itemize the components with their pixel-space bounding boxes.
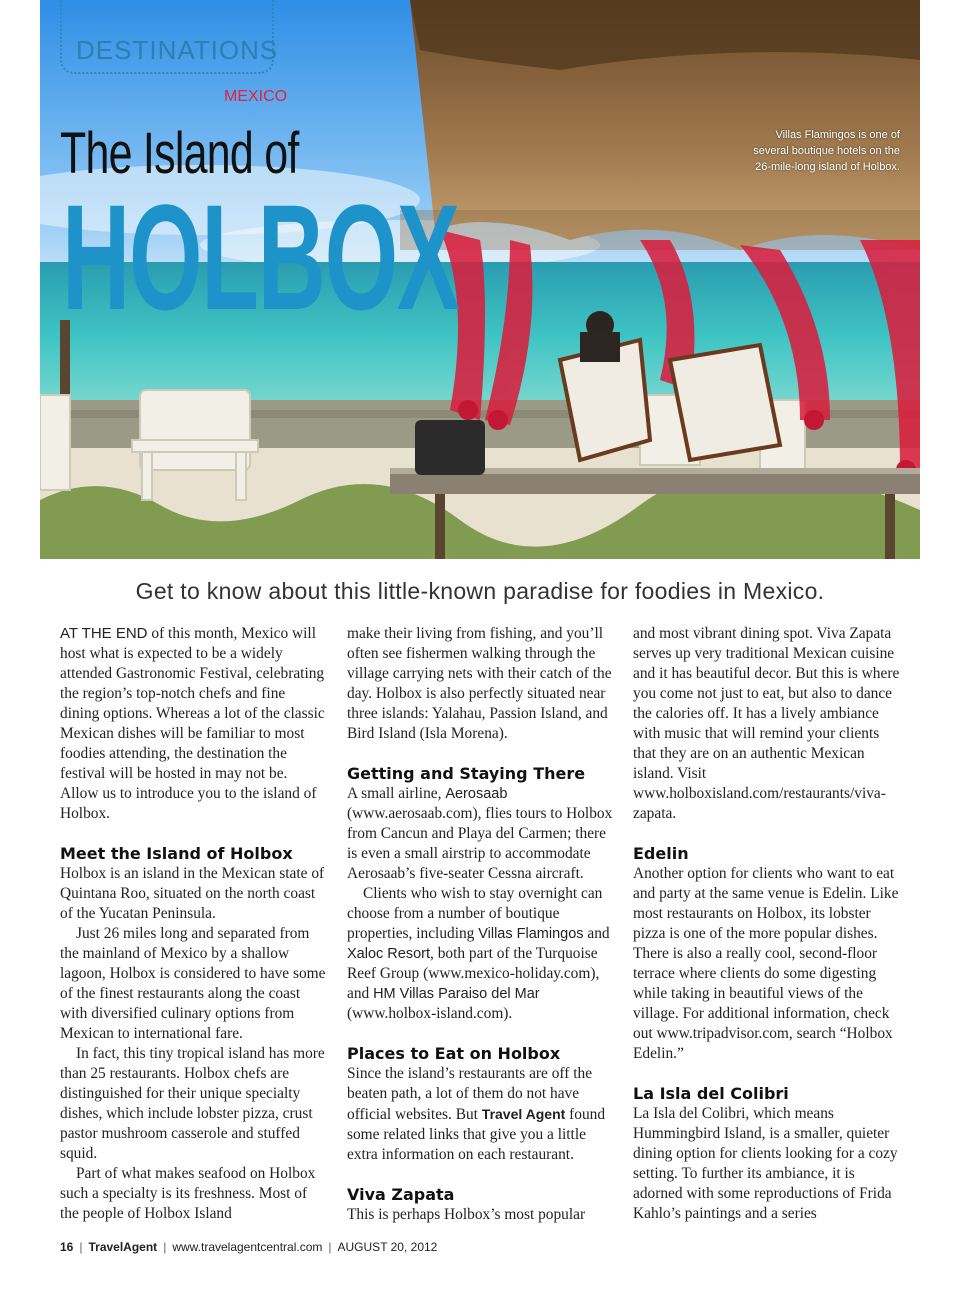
- paragraph: [347, 884, 615, 1024]
- text-run: (www.holbox-island.com).: [347, 1005, 513, 1022]
- heading-la-isla-del-colibri: La Isla del Colibri: [633, 1084, 789, 1103]
- heading-edelin: Edelin: [633, 844, 689, 863]
- paragraph: Holbox is an island in the Mexican state of Quintana Roo, situated on the north coast of the Yucatan Peninsula.: [60, 865, 325, 922]
- paragraph: [347, 784, 615, 884]
- airline-name: Aerosaab: [445, 786, 508, 802]
- text-run: , both part of the Turquoise Reef Group (www.mexico-holiday.com), and: [347, 945, 600, 1002]
- article-column-1: [60, 624, 328, 1224]
- magazine-name: Travel Agent: [481, 1106, 566, 1122]
- hotel-name: HM Villas Paraiso del Mar: [373, 986, 540, 1002]
- intro-text: of this month, Mexico will host what is expected to be a widely attended Gastronomic Festival, celebrating the region’s top-notch chefs and fine dining options. Whereas a lot of the classic Mexican dishes will be familiar to most foodies attending, the destination the festival will be hosted in may not be. Allow us to introduce you to the island of Holbox.: [60, 625, 325, 822]
- intro-paragraph: [60, 624, 328, 824]
- section-label: DESTINATIONS: [76, 35, 279, 65]
- hotel-name: Villas Flamingos: [478, 926, 584, 942]
- text-run: (www.aerosaab.com), flies tours to Holbox from Cancun and Playa del Carmen; there is even a small airstrip to accommodate Aerosaab’s five-seater Cessna aircraft.: [347, 805, 613, 882]
- paragraph: Just 26 miles long and separated from the mainland of Mexico by a shallow lagoon, Holbox is considered to have some of the finest restaurants along the coast with diversified culinary options from Mexican to international fare.: [60, 925, 326, 1042]
- intro-lead: AT THE END: [60, 625, 148, 642]
- page-number: 16: [60, 1240, 74, 1254]
- paragraph: Another option for clients who want to eat and party at the same venue is Edelin. Like most restaurants on Holbox, its lobster pizza is one of the more popular dishes. There is also a really cool, second-floor terrace where clients do some digesting while taking in beautiful views of the village. For additional information, check out www.tripadvisor.com, search “Holbox Edelin.”: [633, 865, 899, 1062]
- text-run: and: [583, 925, 610, 942]
- text-run: A small airline,: [347, 785, 446, 802]
- title-line-1: The Island of: [60, 121, 299, 186]
- footer-date: AUGUST 20, 2012: [337, 1240, 438, 1254]
- paragraph: make their living from fishing, and you’ll often see fishermen walking through the village carrying nets with their catch of the day. Holbox is also perfectly situated near three islands: Yalahau, Passion Island, and Bird Island (Isla Morena).: [347, 625, 612, 742]
- text-run: found some related links that give you a little extra information on each restaurant.: [347, 1106, 606, 1163]
- country-label: MEXICO: [224, 88, 288, 105]
- heading-meet-holbox: Meet the Island of Holbox: [60, 844, 293, 863]
- photo-caption: Villas Flamingos is one of several boutique hotels on the 26-mile-long island of Holbox.: [753, 129, 900, 173]
- heading-viva-zapata: Viva Zapata: [347, 1185, 455, 1204]
- page-footer: 16 | TravelAgent | www.travelagentcentral.com | AUGUST 20, 2012: [60, 1240, 438, 1254]
- article-column-2: [347, 624, 615, 1225]
- hotel-name: Xaloc Resort: [347, 946, 431, 962]
- paragraph: La Isla del Colibri, which means Hummingbird Island, is a smaller, quieter dining option for clients looking for a cozy setting. To further its ambiance, it is adorned with some reproductions of Frida Kahlo’s paintings and a series: [633, 1105, 898, 1222]
- heading-places-to-eat: Places to Eat on Holbox: [347, 1044, 561, 1063]
- heading-getting-staying: Getting and Staying There: [347, 764, 586, 783]
- paragraph: In fact, this tiny tropical island has more than 25 restaurants. Holbox chefs are distinguished for their unique specialty dishes, which include lobster pizza, crust pastor mushroom casserole and stuffed squid.: [60, 1045, 325, 1162]
- paragraph: [347, 1064, 615, 1165]
- paragraph: This is perhaps Holbox’s most popular: [347, 1206, 586, 1223]
- paragraph: and most vibrant dining spot. Viva Zapata serves up very traditional Mexican cuisine and it has beautiful decor. But this is where you come not just to eat, but also to dance the calories off. It has a lively ambiance with music that will remind your clients that they are on an authentic Mexican island. Visit www.holboxisland.com/restaurants/viva-zapata.: [633, 625, 900, 822]
- title-line-2: HOLBOX: [62, 173, 459, 341]
- text-run: Since the island’s restaurants are off the beaten path, a lot of them do not have official websites. But: [347, 1065, 593, 1123]
- footer-brand: TravelAgent: [88, 1240, 158, 1254]
- text-run: Clients who wish to stay overnight can choose from a number of boutique properties, including: [347, 885, 603, 942]
- paragraph: Part of what makes seafood on Holbox such a specialty is its freshness. Most of the people of Holbox Island: [60, 1165, 316, 1222]
- footer-url[interactable]: www.travelagentcentral.com: [172, 1240, 323, 1254]
- deck-subtitle: Get to know about this little-known paradise for foodies in Mexico.: [135, 578, 825, 604]
- article-column-3: [633, 624, 901, 1224]
